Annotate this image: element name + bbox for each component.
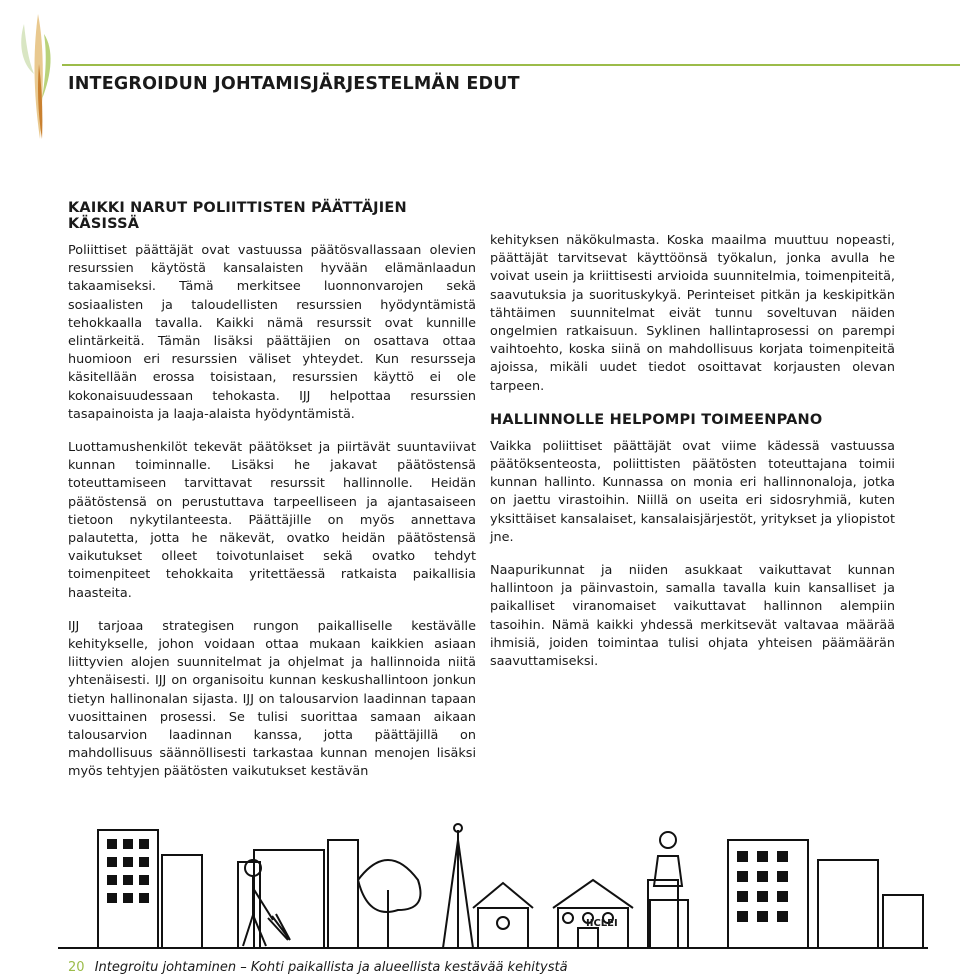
section-heading: HALLINNOLLE HELPOMPI TOIMEENPANO bbox=[490, 411, 823, 428]
right-column bbox=[490, 232, 895, 686]
section-heading: KAIKKI NARUT POLIITTISTEN PÄÄTTÄJIEN KÄSISSÄ bbox=[68, 200, 407, 232]
page-title: INTEGROIDUN JOHTAMISJÄRJESTELMÄN EDUT bbox=[68, 74, 520, 94]
left-column bbox=[68, 200, 476, 797]
header-rule bbox=[62, 64, 960, 66]
paragraph: IJJ tarjoaa strategisen rungon paikalliselle kestävälle kehitykselle, johon voidaan ottaa mukaan kaikkien asiaan liittyvien alojen suunnitelmat ja ohjelmat ja hallinnoida niitä yhtenäisesti. IJJ on organisoitu kunnan keskushallintoon jonkun tietyn hallinonalan sijasta. IJJ on talousarvion laadinnan tapaan vuosittainen prosessi. Se tulisi suorittaa samaan aikaan talousarvion laadinnan kanssa, jotta päättäjillä on mahdollisuus säännöllisesti tarkastaa kunnan menojen lisäksi myös tehtyjen päätösten vaikutukset kestävän bbox=[68, 618, 476, 780]
paragraph: kehityksen näkökulmasta. Koska maailma muuttuu nopeasti, päättäjät tarvitsevat käyttöönsä työkalun, jonka avulla he voivat usein ja kriittisesti arvioida suunnitelmia, toimenpiteitä, saavutuksia ja suorituskykyä. Perinteiset pitkän ja keskipitkän tähtäimen suunnitelmat eivät tunnu soveltuvan näiden ongelmien ratkaisuun. Syklinen hallintaprosessi on parempi vaihtoehto, koska siinä on mahdollisuus korjata toimenpiteitä ajoissa, mikäli uudet tiedot osoittavat korjausten olevan tarpeen. bbox=[490, 233, 895, 394]
paragraph: Poliittiset päättäjät ovat vastuussa päätösvallassaan olevien resurssien käytöstä kansalaisten hyvään elämänlaadun takaamiseksi. Tämä merkitsee luonnonvarojen sekä sosiaalisten ja taloudellisten resurssien hyödyntämistä tehokkaalla tavalla. Kaikki nämä resurssit ovat kunnille elintärkeitä. Tämän lisäksi päättäjien on osattava ottaa huomioon eri resurssien väliset yhteydet. Kun resursseja käsitellään erossa toisistaan, resurssien käyttö ei ole kokonaisuudessaan tehokasta. IJJ helpottaa resurssien tasapainoista ja laaja-alaista hyödyntämistä. bbox=[68, 243, 476, 422]
paragraph: Luottamushenkilöt tekevät päätökset ja piirtävät suuntaviivat kunnan toiminnalle. Lisäksi he jakavat päätöstensä toteuttamiseen tarvittavat resurssit hallinnolle. Heidän päätöstensä on perustuttava tarpeelliseen ja ajantasaiseen tietoon nykytilanteesta. Päättäjille on myös annettava palautetta, jotta he näkevät, ovatko heidän päätöstensä vaikutukset olleet toivotunlaiset sekä ovatko tehdyt toimenpiteet tehokkaita yritettäessä ratkaista paikallisia haasteita. bbox=[68, 440, 476, 601]
footer bbox=[68, 960, 568, 975]
page-number: 20 bbox=[68, 960, 85, 975]
leaf-logo-icon bbox=[14, 4, 64, 144]
paragraph: Vaikka poliittiset päättäjät ovat viime kädessä vastuussa päätöksenteosta, poliittisten päätösten toteuttajana toimii kunnan hallinto. Kunnassa on monia eri hallinnonaloja, jotka on jaettu virastoihin. Niillä on useita eri sidosryhmiä, kuten yksittäiset kansalaiset, kansalaisjärjestöt, yritykset ja yliopistot jne. bbox=[490, 438, 895, 545]
paragraph: Naapurikunnat ja niiden asukkaat vaikuttavat kunnan hallintoon ja päinvastoin, samalla tavalla kuin kansalliset ja paikalliset viranomaiset vaikuttavat hallinnon alempiin tasoihin. Nämä kaikki yhdessä merkitsevät valtavaa määrää ihmisiä, joiden toimintaa tulisi ohjata yhteisen päämäärän saavuttamiseksi. bbox=[490, 563, 895, 670]
city-illustration bbox=[58, 800, 928, 950]
illustration-sign: IICLEI bbox=[586, 918, 618, 929]
footer-text: Integroitu johtaminen – Kohti paikallista ja alueellista kestävää kehitystä bbox=[94, 960, 568, 975]
